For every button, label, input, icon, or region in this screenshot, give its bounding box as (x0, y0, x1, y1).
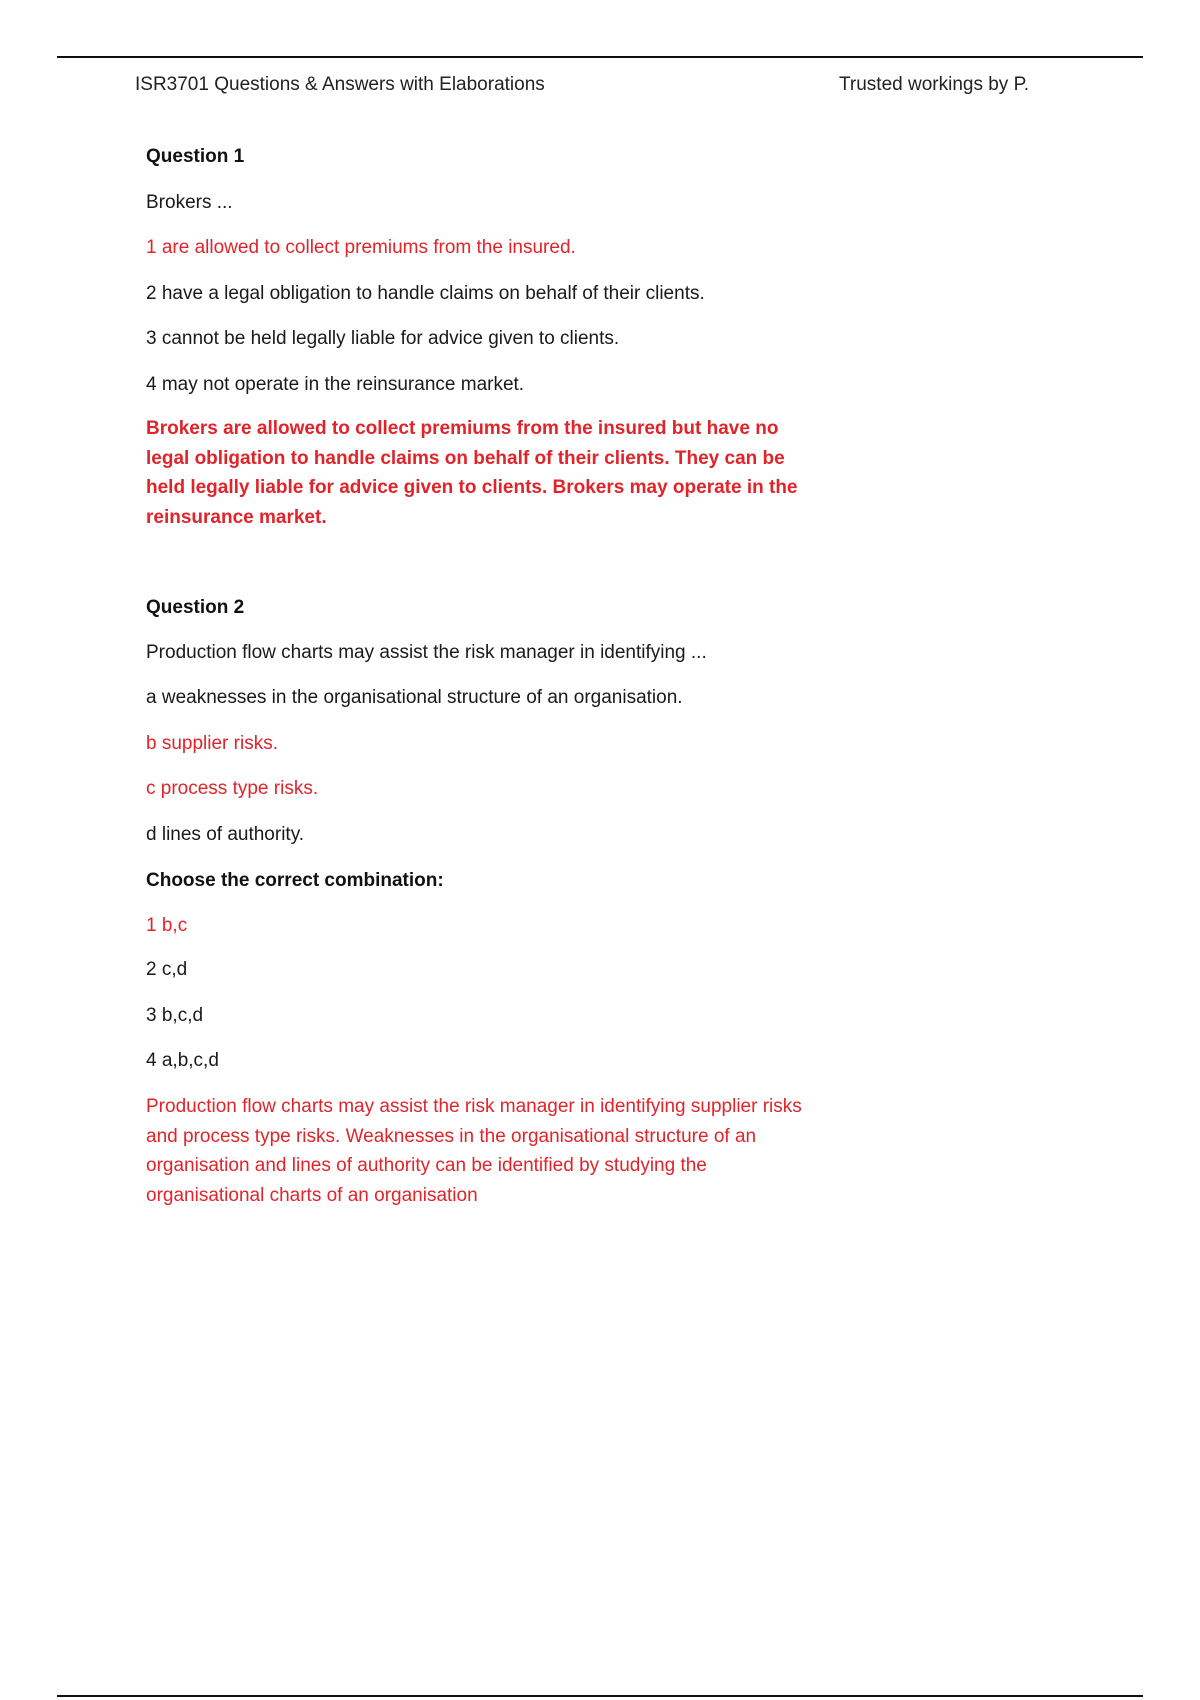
question-2-stem: Production flow charts may assist the risk manager in identifying ... (146, 642, 707, 663)
question-2-instruction: Choose the correct combination: (146, 870, 444, 891)
question-1-option-2: 2 have a legal obligation to handle claims on behalf of their clients. (146, 283, 705, 304)
question-1-stem: Brokers ... (146, 192, 233, 213)
question-2-option-3: 3 b,c,d (146, 1005, 204, 1026)
question-1-title: Question 1 (146, 146, 245, 167)
page-header (135, 74, 1045, 104)
question-1-option-1-correct: 1 are allowed to collect premiums from the insured. (146, 237, 576, 258)
question-2-statement-c: c process type risks. (146, 778, 319, 799)
question-2-option-4: 4 a,b,c,d (146, 1050, 219, 1071)
question-2-statement-d: d lines of authority. (146, 824, 305, 845)
bottom-rule (57, 1695, 1143, 1697)
question-1-option-3: 3 cannot be held legally liable for advice given to clients. (146, 328, 620, 349)
question-2-statement-b: b supplier risks. (146, 733, 278, 754)
question-2-option-2: 2 c,d (146, 959, 188, 980)
header-title: ISR3701 Questions & Answers with Elaborations (135, 74, 545, 95)
header-author: Trusted workings by P. (839, 74, 1030, 95)
question-1-option-4: 4 may not operate in the reinsurance market. (146, 374, 525, 395)
question-1-elaboration: Brokers are allowed to collect premiums from the insured but have no legal obligation to handle claims on behalf of their clients. They can be held legally liable for advice given to clients. Brokers may operate in the reinsurance market. (146, 418, 798, 528)
question-2-option-1-correct: 1 b,c (146, 915, 188, 936)
question-2-title: Question 2 (146, 597, 245, 618)
question-2-statement-a: a weaknesses in the organisational structure of an organisation. (146, 687, 683, 708)
question-2-elaboration: Production flow charts may assist the risk manager in identifying supplier risks and process type risks. Weaknesses in the organisational structure of an organisation and lines of authority can be identified by studying the organisational charts of an organisation (146, 1096, 802, 1206)
top-rule (57, 56, 1143, 58)
